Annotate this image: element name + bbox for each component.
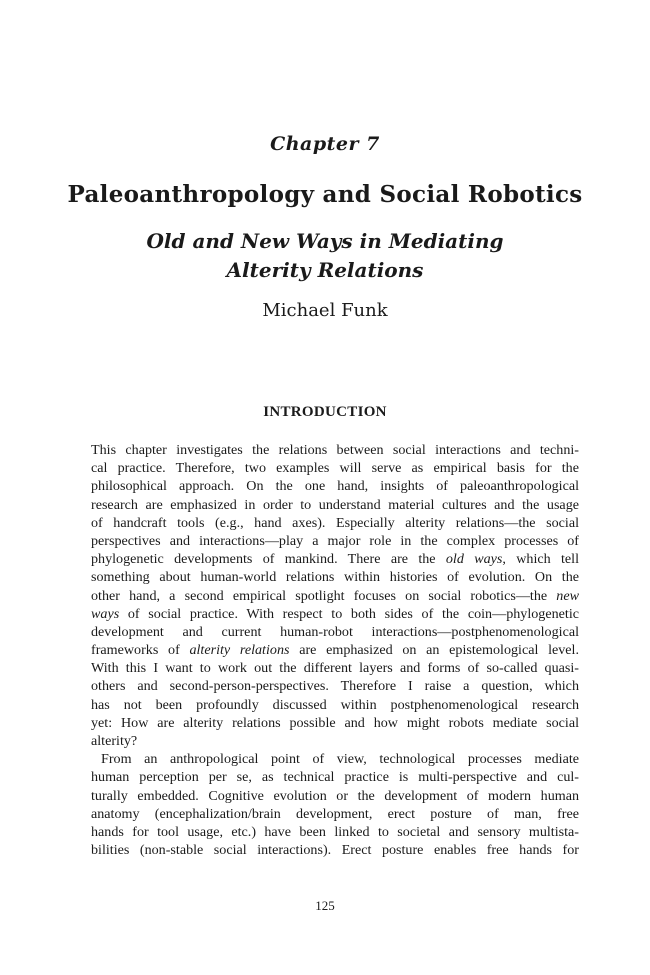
body-line bbox=[91, 568, 579, 586]
body-text bbox=[91, 441, 579, 859]
body-line bbox=[91, 441, 579, 459]
text-run: of handcraft tools (e.g., hand axes). Especially alterity relations—the social bbox=[91, 514, 579, 531]
text-run: are emphasized on an epistemological level. bbox=[289, 642, 579, 659]
section-heading: INTRODUCTION bbox=[263, 404, 387, 420]
chapter-title: Paleoanthropology and Social Robotics bbox=[67, 181, 583, 208]
body-line bbox=[91, 641, 579, 659]
text-run: of social practice. With respect to both sides of the coin—phylogenetic bbox=[119, 605, 579, 622]
text-run: hands for tool usage, etc.) have been linked to societal and sensory multista- bbox=[91, 823, 579, 840]
text-run: , which tell bbox=[502, 551, 579, 568]
body-line bbox=[91, 496, 579, 514]
text-run: research are emphasized in order to understand material cultures and the usage bbox=[91, 496, 579, 513]
body-line bbox=[91, 659, 579, 677]
body-line bbox=[91, 477, 579, 495]
body-line bbox=[91, 841, 579, 859]
text-run: development and current human-robot interactions—postphenomenological bbox=[91, 623, 579, 640]
text-run: bilities (non-stable social interactions). Erect posture enables free hands for bbox=[91, 842, 579, 859]
body-line bbox=[91, 732, 579, 750]
text-run: perspectives and interactions—play a major role in the complex processes of bbox=[91, 532, 579, 549]
body-line bbox=[91, 714, 579, 732]
chapter-subtitle-line-2: Alterity Relations bbox=[226, 258, 424, 282]
italic-phrase: alterity relations bbox=[189, 642, 290, 659]
body-line bbox=[91, 623, 579, 641]
body-line bbox=[91, 459, 579, 477]
body-line bbox=[91, 605, 579, 623]
body-line bbox=[91, 787, 579, 805]
text-run: human perception per se, as technical practice is multi-perspective and cul- bbox=[91, 769, 579, 786]
italic-phrase: ways bbox=[91, 605, 120, 622]
text-run: has not been profoundly discussed within postphenomenological research bbox=[91, 696, 579, 713]
text-run: anatomy (encephalization/brain development, erect posture of man, free bbox=[91, 805, 579, 822]
body-line bbox=[91, 550, 579, 568]
text-run: alterity? bbox=[91, 733, 138, 749]
text-run: others and second-person-perspectives. Therefore I raise a question, which bbox=[91, 678, 579, 695]
body-line bbox=[91, 768, 579, 786]
text-run: yet: How are alterity relations possible and how might robots mediate social bbox=[91, 714, 579, 731]
chapter-subtitle-line-1: Old and New Ways in Mediating bbox=[146, 229, 504, 253]
body-line bbox=[91, 750, 579, 768]
text-run: This chapter investigates the relations between social interactions and techni- bbox=[91, 442, 579, 458]
text-run: With this I want to work out the different layers and forms of so-called quasi- bbox=[91, 660, 579, 677]
body-line bbox=[91, 696, 579, 714]
body-line bbox=[91, 677, 579, 695]
body-line bbox=[91, 514, 579, 532]
italic-phrase: new bbox=[556, 587, 579, 604]
author-name: Michael Funk bbox=[262, 300, 388, 321]
italic-phrase: old ways bbox=[445, 551, 503, 568]
body-line bbox=[91, 587, 579, 605]
text-run: something about human-world relations within histories of evolution. On the bbox=[91, 569, 579, 586]
body-line bbox=[91, 805, 579, 823]
text-run: phylogenetic developments of mankind. There are the bbox=[91, 551, 446, 568]
text-run: other hand, a second empirical spotlight focuses on social robotics—the bbox=[91, 587, 557, 604]
body-line bbox=[91, 532, 579, 550]
text-run: frameworks of bbox=[91, 642, 190, 659]
text-run: philosophical approach. On the one hand, insights of paleoanthropological bbox=[91, 478, 579, 495]
text-run: From an anthropological point of view, technological processes mediate bbox=[101, 751, 579, 768]
text-run: turally embedded. Cognitive evolution or the development of modern human bbox=[91, 787, 579, 804]
page-number: 125 bbox=[315, 898, 335, 913]
body-line bbox=[91, 823, 579, 841]
text-run: cal practice. Therefore, two examples will serve as empirical basis for the bbox=[91, 460, 579, 477]
chapter-label: Chapter 7 bbox=[270, 133, 380, 155]
